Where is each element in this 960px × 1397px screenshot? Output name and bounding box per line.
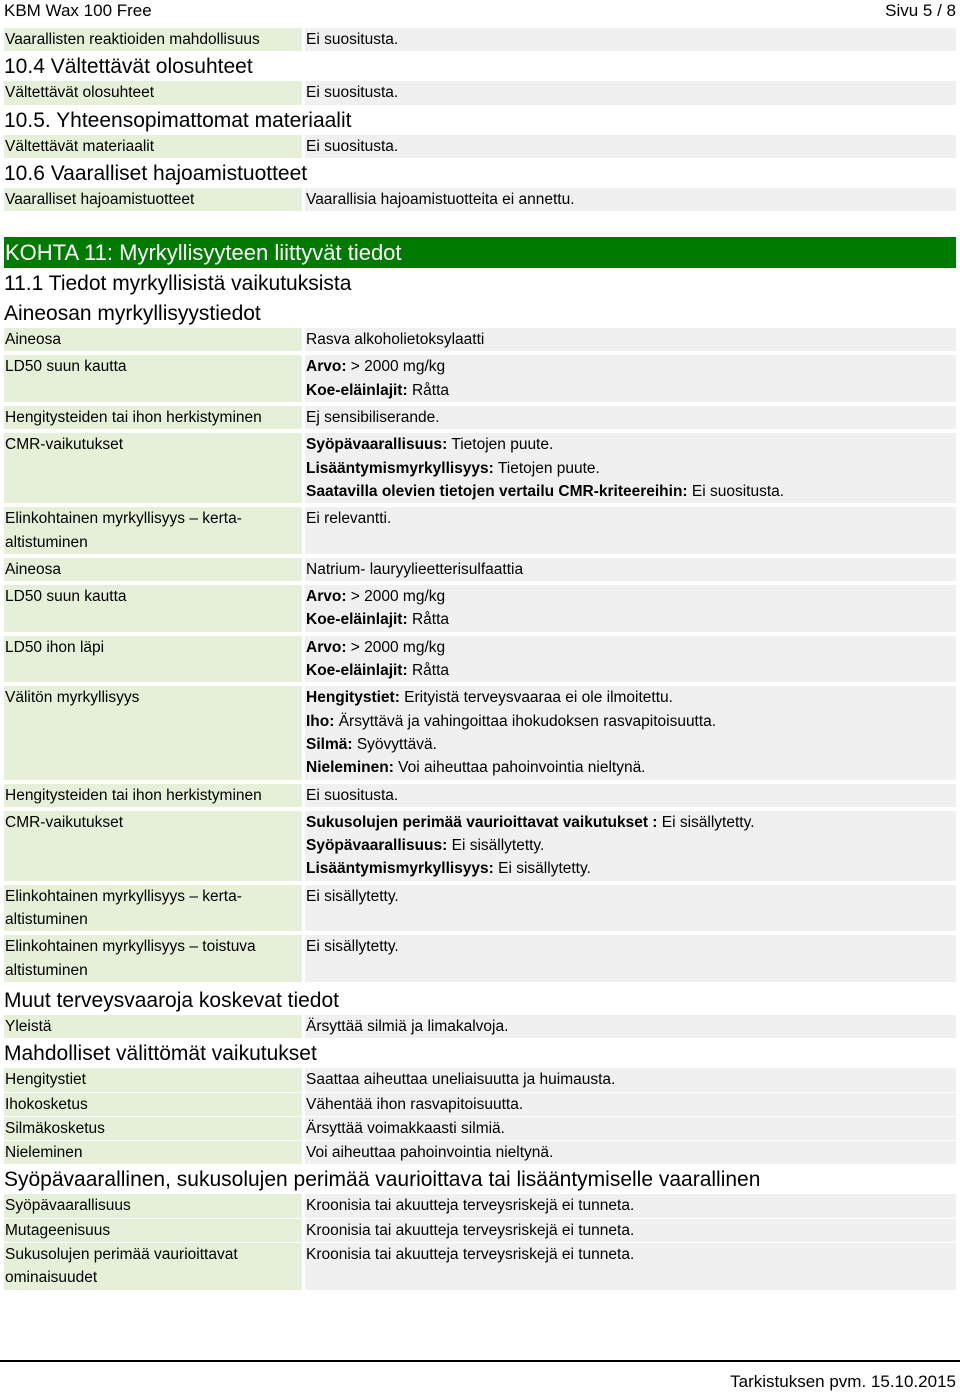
- value-key: Sukusolujen perimää vaurioittavat vaikutukset :: [306, 813, 658, 831]
- table-row: [4, 1093, 956, 1116]
- table-row: [4, 636, 956, 686]
- value-line: [306, 558, 956, 581]
- row-label: Silmäkosketus: [4, 1117, 302, 1140]
- table-row: [4, 811, 956, 884]
- heading-11-1: 11.1 Tiedot myrkyllisistä vaikutuksista: [4, 272, 352, 296]
- table-row: [4, 1068, 956, 1091]
- row-label: Sukusolujen perimää vaurioittavat ominaisuudet: [4, 1243, 302, 1290]
- value-text: Råtta: [407, 381, 449, 399]
- value-line: [306, 585, 956, 608]
- row-value: [305, 636, 956, 683]
- value-line: [306, 857, 956, 880]
- value-text: Natrium- lauryylieetterisulfaattia: [306, 560, 524, 578]
- value-key: Silmä:: [306, 735, 353, 753]
- value-text: > 2000 mg/kg: [346, 358, 446, 376]
- table-row: [4, 433, 956, 506]
- value-key: Lisääntymismyrkyllisyys:: [306, 459, 494, 477]
- table-row: [4, 1243, 956, 1290]
- row-label: Hengitysteiden tai ihon herkistyminen: [4, 784, 302, 807]
- row-value: Ärsyttää silmiä ja limakalvoja.: [305, 1015, 956, 1038]
- heading-10-5: 10.5. Yhteensopimattomat materiaalit: [4, 108, 352, 132]
- table-row: [4, 188, 956, 211]
- table-row: [4, 355, 956, 405]
- value-line: [306, 784, 956, 807]
- row-label: Elinkohtainen myrkyllisyys – toistuva altistuminen: [4, 935, 302, 982]
- value-line: [306, 733, 956, 756]
- value-line: [306, 935, 956, 958]
- table-row: [4, 784, 956, 810]
- value-text: Ei suositusta.: [687, 482, 785, 500]
- table-row: [4, 1219, 956, 1242]
- value-key: Koe-eläinlajit:: [306, 611, 408, 629]
- table-row: [4, 935, 956, 985]
- value-line: [306, 885, 956, 908]
- value-key: Saatavilla olevien tietojen vertailu CMR-kriteereihin:: [306, 482, 688, 500]
- rows-10-4: [4, 81, 956, 104]
- table-row: [4, 507, 956, 557]
- value-key: Syöpävaarallisuus:: [306, 436, 448, 454]
- heading-component-toxicity: Aineosan myrkyllisyystiedot: [4, 302, 261, 326]
- value-text: Ei suositusta.: [306, 786, 399, 804]
- row-label: Elinkohtainen myrkyllisyys – kerta-altistuminen: [4, 507, 302, 554]
- row-label: Ihokosketus: [4, 1093, 302, 1116]
- row-value: Kroonisia tai akuutteja terveysriskejä ei tunneta.: [305, 1194, 956, 1217]
- row-value: [305, 433, 956, 503]
- row-value: Saattaa aiheuttaa uneliaisuutta ja huimausta.: [305, 1068, 956, 1091]
- component-rows: [4, 328, 956, 985]
- row-label: Vältettävät olosuhteet: [4, 81, 302, 104]
- table-row: [4, 686, 956, 782]
- row-value: [305, 885, 956, 932]
- page-header: [4, 0, 956, 24]
- page-number: Sivu 5 / 8: [885, 1, 956, 20]
- value-line: [306, 659, 956, 682]
- value-line: [306, 433, 956, 456]
- row-value: Ärsyttää voimakkaasti silmiä.: [305, 1117, 956, 1140]
- immediate-rows: [4, 1068, 956, 1164]
- value-text: Tietojen puute.: [493, 459, 600, 477]
- table-row: [4, 558, 956, 584]
- heading-other-health: Muut terveysvaaroja koskevat tiedot: [4, 988, 339, 1012]
- value-key: Syöpävaarallisuus:: [306, 837, 448, 855]
- row-label: LD50 suun kautta: [4, 585, 302, 632]
- row-label: LD50 suun kautta: [4, 355, 302, 402]
- row-value: Vaarallisia hajoamistuotteita ei annettu.: [305, 188, 956, 211]
- row-label: LD50 ihon läpi: [4, 636, 302, 683]
- product-name: KBM Wax 100 Free: [4, 1, 152, 20]
- row-label: Vältettävät materiaalit: [4, 135, 302, 158]
- row-label: CMR-vaikutukset: [4, 433, 302, 503]
- value-line: [306, 710, 956, 733]
- table-row: [4, 885, 956, 935]
- value-text: > 2000 mg/kg: [346, 588, 446, 606]
- row-label: Välitön myrkyllisyys: [4, 686, 302, 779]
- row-value: Kroonisia tai akuutteja terveysriskejä ei tunneta.: [305, 1243, 956, 1290]
- value-key: Hengitystiet:: [306, 689, 400, 707]
- row-value: Ei suositusta.: [305, 81, 956, 104]
- table-row: [4, 1141, 956, 1164]
- heading-10-4: 10.4 Vältettävät olosuhteet: [4, 55, 253, 79]
- rows-10-6: [4, 188, 956, 211]
- value-text: Ei sisällytetty.: [306, 938, 399, 956]
- row-value: Voi aiheuttaa pahoinvointia nieltynä.: [305, 1141, 956, 1164]
- heading-10-6: 10.6 Vaaralliset hajoamistuotteet: [4, 161, 308, 185]
- row-value: Kroonisia tai akuutteja terveysriskejä ei tunneta.: [305, 1219, 956, 1242]
- value-line: [306, 636, 956, 659]
- row-value: [305, 585, 956, 632]
- revision-date: Tarkistuksen pvm. 15.10.2015: [730, 1372, 956, 1391]
- row-value: Ei suositusta.: [305, 28, 956, 51]
- value-line: [306, 457, 956, 480]
- row-value: [305, 811, 956, 881]
- value-line: [306, 686, 956, 709]
- value-line: [306, 834, 956, 857]
- value-line: [306, 406, 956, 429]
- value-key: Nieleminen:: [306, 759, 394, 777]
- row-value: [305, 355, 956, 402]
- row-label: Aineosa: [4, 328, 302, 351]
- value-line: [306, 507, 956, 530]
- value-text: Syövyttävä.: [352, 735, 437, 753]
- table-row: [4, 585, 956, 635]
- value-text: Ärsyttävä ja vahingoittaa ihokudoksen rasvapitoisuutta.: [334, 712, 717, 730]
- section-11-title: KOHTA 11: Myrkyllisyyteen liittyvät tiedot: [4, 237, 956, 268]
- value-key: Koe-eläinlajit:: [306, 662, 408, 680]
- rows-10-5: [4, 135, 956, 158]
- value-key: Arvo:: [306, 588, 347, 606]
- value-text: Voi aiheuttaa pahoinvointia nieltynä.: [393, 759, 646, 777]
- value-line: [306, 355, 956, 378]
- value-text: Ei sisällytetty.: [657, 813, 755, 831]
- row-value: [305, 406, 956, 429]
- row-label: Yleistä: [4, 1015, 302, 1038]
- value-line: [306, 756, 956, 779]
- table-row: [4, 328, 956, 354]
- row-label: Nieleminen: [4, 1141, 302, 1164]
- table-row: [4, 81, 956, 104]
- value-text: Råtta: [407, 662, 449, 680]
- row-value: Vähentää ihon rasvapitoisuutta.: [305, 1093, 956, 1116]
- table-row: [4, 135, 956, 158]
- value-text: Ei sisällytetty.: [306, 887, 399, 905]
- value-line: [306, 608, 956, 631]
- heading-immediate-effects: Mahdolliset välittömät vaikutukset: [4, 1042, 317, 1066]
- row-label: Hengitysteiden tai ihon herkistyminen: [4, 406, 302, 429]
- footer-divider: [0, 1360, 960, 1362]
- row-value: [305, 507, 956, 554]
- table-row: [4, 1194, 956, 1217]
- value-key: Arvo:: [306, 358, 347, 376]
- value-key: Iho:: [306, 712, 335, 730]
- row-label: Mutageenisuus: [4, 1219, 302, 1242]
- table-row: [4, 28, 956, 51]
- row-value: [305, 558, 956, 581]
- value-text: Ei relevantti.: [306, 510, 392, 528]
- row-value: Ei suositusta.: [305, 135, 956, 158]
- value-text: Erityistä terveysvaaraa ei ole ilmoitettu.: [399, 689, 673, 707]
- table-row: [4, 1117, 956, 1140]
- value-text: Råtta: [407, 611, 449, 629]
- table-row: [4, 406, 956, 432]
- cmr-rows: [4, 1194, 956, 1289]
- value-key: Arvo:: [306, 638, 347, 656]
- row-label: Aineosa: [4, 558, 302, 581]
- row-label: CMR-vaikutukset: [4, 811, 302, 881]
- row-value: [305, 328, 956, 351]
- row-value: [305, 935, 956, 982]
- rows-10-top: [4, 28, 956, 51]
- value-key: Koe-eläinlajit:: [306, 381, 408, 399]
- value-key: Lisääntymismyrkyllisyys:: [306, 860, 494, 878]
- heading-cmr: Syöpävaarallinen, sukusolujen perimää vaurioittava tai lisääntymiselle vaarallinen: [4, 1168, 761, 1192]
- value-text: Rasva alkoholietoksylaatti: [306, 331, 485, 349]
- row-label: Vaaralliset hajoamistuotteet: [4, 188, 302, 211]
- document-body: [4, 28, 956, 1290]
- value-line: [306, 811, 956, 834]
- other-rows: [4, 1015, 956, 1038]
- value-text: > 2000 mg/kg: [346, 638, 446, 656]
- value-text: Tietojen puute.: [447, 436, 554, 454]
- value-line: [306, 379, 956, 402]
- row-value: [305, 784, 956, 807]
- value-text: Ej sensibiliserande.: [306, 409, 440, 427]
- value-text: Ei sisällytetty.: [447, 837, 545, 855]
- value-text: Ei sisällytetty.: [493, 860, 591, 878]
- value-line: [306, 328, 956, 351]
- value-line: [306, 480, 956, 503]
- row-label: Vaarallisten reaktioiden mahdollisuus: [4, 28, 302, 51]
- row-value: [305, 686, 956, 779]
- row-label: Hengitystiet: [4, 1068, 302, 1091]
- table-row: [4, 1015, 956, 1038]
- row-label: Elinkohtainen myrkyllisyys – kerta-altistuminen: [4, 885, 302, 932]
- row-label: Syöpävaarallisuus: [4, 1194, 302, 1217]
